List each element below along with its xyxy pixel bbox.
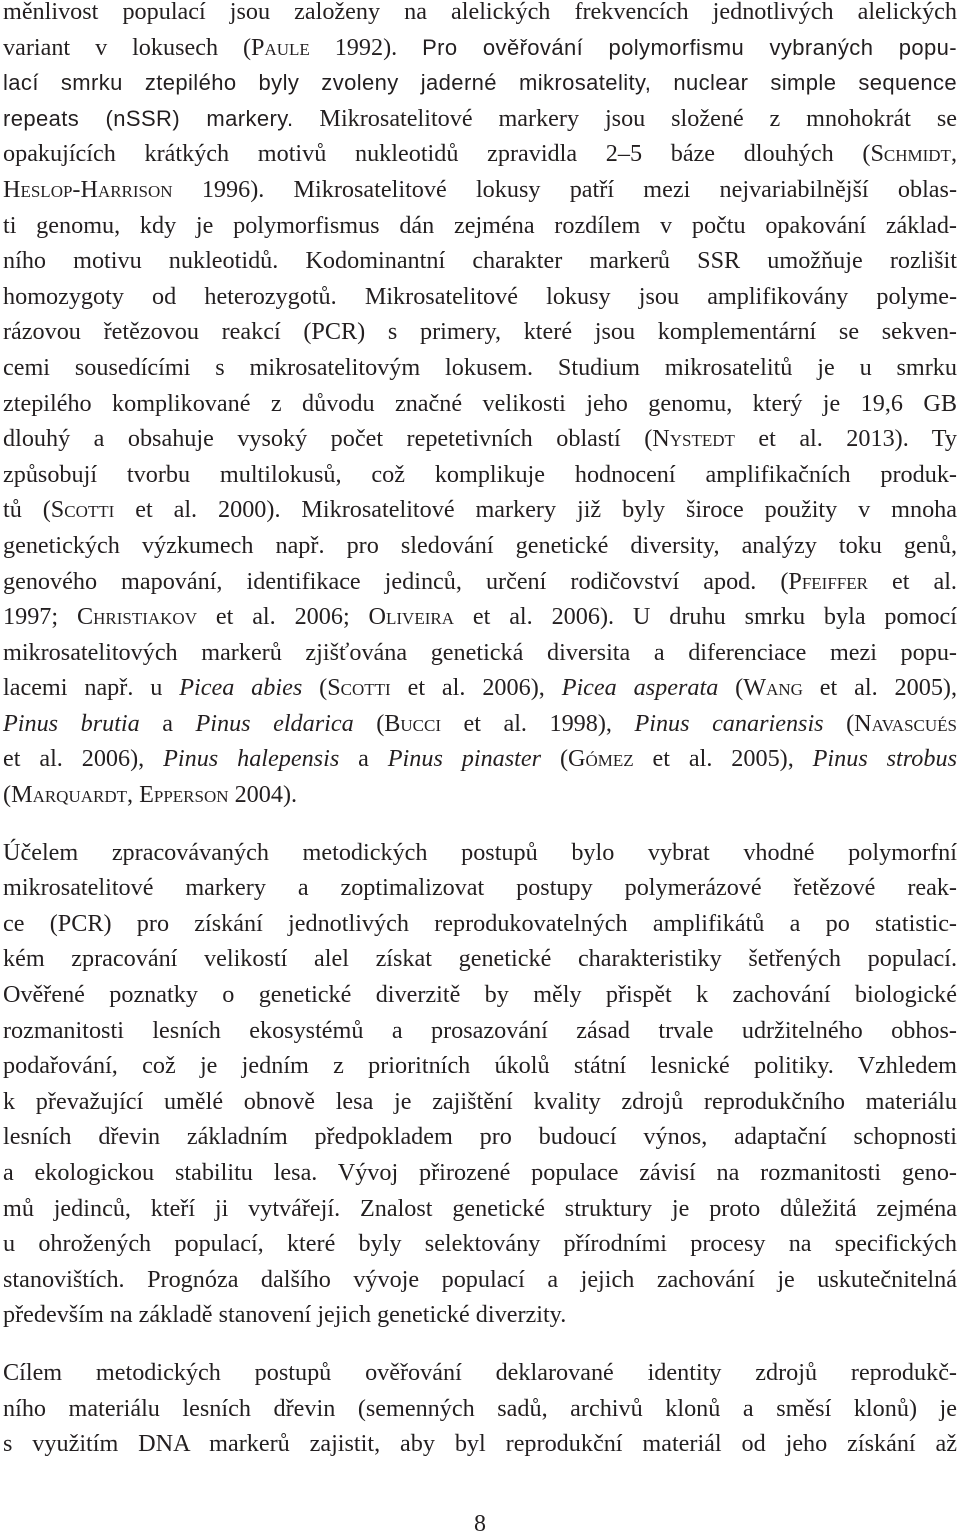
page-number: 8 xyxy=(474,1511,486,1537)
author-name: Gómez xyxy=(568,745,634,773)
text-line xyxy=(3,172,957,208)
text-run: ( xyxy=(823,709,855,737)
species-name: Pinus strobus xyxy=(812,745,957,773)
text-run: lacemi např. u xyxy=(3,674,180,702)
text-run: ( xyxy=(3,781,12,809)
text-line xyxy=(3,30,957,66)
text-run: ( xyxy=(541,745,568,773)
species-name: Pinus halepensis xyxy=(163,745,340,773)
text-run: ( xyxy=(302,674,328,702)
text-run: et al. 2000). Mikrosatelitové markery již byly široce použity v mnoha xyxy=(114,496,957,524)
text-line xyxy=(3,1191,957,1227)
text-line xyxy=(3,670,957,706)
document-body xyxy=(3,0,957,1462)
text-run: kém zpracování velikostí alel získat genetické charakteristiky šetřených populací. xyxy=(3,945,957,973)
author-name: Christiakov xyxy=(76,603,197,631)
text-run: ního materiálu lesních dřevin (semenných sadů, archivů klonů a směsí klonů) je xyxy=(3,1394,957,1422)
text-run: rozmanitosti lesních ekosystémů a prosazování zásad trvale udržitelného obhos- xyxy=(3,1016,957,1044)
author-name: Bucci xyxy=(384,709,442,737)
text-line xyxy=(3,1013,957,1049)
text-run: et al. 2005), xyxy=(633,745,813,773)
text-run: genového mapování, identifikace jedinců, určení rodičovství apod. ( xyxy=(3,567,789,595)
text-run: lací smrku ztepilého byly zvoleny jaderné mikrosatelity, nuclear simple sequence xyxy=(3,70,957,96)
text-line xyxy=(3,0,957,30)
text-line xyxy=(3,208,957,244)
text-line xyxy=(3,777,957,813)
text-line xyxy=(3,870,957,906)
text-run: Pro ověřování polymorfismu vybraných popu- xyxy=(422,34,957,60)
text-run: Cílem metodických postupů ověřování deklarované identity zdrojů reprodukč- xyxy=(3,1358,957,1386)
text-run: především na základě stanovení jejich genetické diverzity. xyxy=(3,1301,567,1329)
text-run: ztepilého komplikované z důvodu značné velikosti jeho genomu, který je 19,6 GB xyxy=(3,389,957,417)
text-line xyxy=(3,564,957,600)
text-run: opakujících krátkých motivů nukleotidů zpravidla 2–5 báze dlouhých ( xyxy=(3,140,871,168)
text-run: a xyxy=(139,709,196,737)
text-run: , xyxy=(950,140,957,168)
text-run: ( xyxy=(353,709,385,737)
text-run: 1996). Mikrosatelitové lokusy patří mezi nejvariabilnější oblas- xyxy=(172,175,957,203)
text-run: 1992). xyxy=(309,33,423,61)
author-name: Wang xyxy=(743,674,803,702)
text-run: mikrosatelitových markerů zjišťována genetická diversita a diferenciace mezi popu- xyxy=(3,638,957,666)
text-line xyxy=(3,1426,957,1462)
text-run: 1997; xyxy=(3,603,77,631)
text-run: ce (PCR) pro získání jednotlivých reprodukovatelných amplifikátů a po statistic- xyxy=(3,909,957,937)
text-line xyxy=(3,314,957,350)
text-run: Ověřené poznatky o genetické diverzitě by měly přispět k zachování biologické xyxy=(3,981,957,1009)
species-name: Pinus brutia xyxy=(3,709,140,737)
text-line xyxy=(3,635,957,671)
species-name: Pinus canariensis xyxy=(634,709,824,737)
text-run: podařování, což je jedním z prioritních úkolů státní lesnické politiky. Vzhledem xyxy=(3,1052,957,1080)
text-run: měnlivost populací jsou založeny na alelických frekvencích jednotlivých alelických xyxy=(3,0,957,25)
text-line xyxy=(3,1262,957,1298)
text-run: u ohrožených populací, které byly selektovány přírodními procesy na specifických xyxy=(3,1230,957,1258)
text-run: et al. 1998), xyxy=(441,709,635,737)
paragraph xyxy=(3,1355,957,1462)
text-line xyxy=(3,1226,957,1262)
author-name: Navascués xyxy=(854,709,957,737)
text-line xyxy=(3,599,957,635)
text-run: ního motivu nukleotidů. Kodominantní charakter markerů SSR umožňuje rozlišit xyxy=(3,247,957,275)
text-run: Účelem zpracovávaných metodických postupů bylo vybrat vhodné polymorfní xyxy=(3,838,957,866)
species-name: Pinus eldarica xyxy=(195,709,354,737)
author-name: Heslop-Harrison xyxy=(3,175,173,203)
text-run: Mikrosatelitové markery jsou složené z mnohokrát se xyxy=(293,104,958,132)
text-run: homozygoty od heterozygotů. Mikrosatelitové lokusy jsou amplifikovány polyme- xyxy=(3,282,957,310)
text-line xyxy=(3,706,957,742)
text-run: ti genomu, kdy je polymorfismus dán zejména rozdílem v počtu opakování základ- xyxy=(3,211,957,239)
text-run: et al. 2006; xyxy=(197,603,369,631)
text-line xyxy=(3,421,957,457)
author-name: Pfeiffer xyxy=(788,567,868,595)
text-run: et al. 2013). Ty xyxy=(734,425,957,453)
text-run: repeats (nSSR) markery. xyxy=(3,105,294,131)
author-name: Paule xyxy=(251,33,310,61)
text-line xyxy=(3,1048,957,1084)
text-run: , xyxy=(127,781,140,809)
text-run: dlouhý a obsahuje vysoký počet repetetivních oblastí ( xyxy=(3,425,653,453)
text-line xyxy=(3,835,957,871)
species-name: Pinus pinaster xyxy=(387,745,542,773)
text-run: et al. 2006), xyxy=(3,745,164,773)
text-line xyxy=(3,136,957,172)
text-run: ( xyxy=(718,674,744,702)
author-name: Scotti xyxy=(50,496,115,524)
text-run: 2004). xyxy=(228,781,298,809)
text-line xyxy=(3,492,957,528)
author-name: Scotti xyxy=(327,674,391,702)
text-run: stanovištích. Prognóza dalšího vývoje populací a jejich zachování je uskutečnitelná xyxy=(3,1265,957,1293)
text-line xyxy=(3,65,957,101)
text-run: et al. 2005), xyxy=(802,674,958,702)
text-line xyxy=(3,1119,957,1155)
text-line xyxy=(3,1355,957,1391)
text-run: genetických výzkumech např. pro sledování genetické diversity, analýzy toku genů, xyxy=(3,531,957,559)
text-run: et al. 2006). U druhu smrku byla pomocí xyxy=(454,603,957,631)
text-line xyxy=(3,279,957,315)
text-run: a ekologickou stabilitu lesa. Vývoj přirozené populace závisí na rozmanitosti geno- xyxy=(3,1159,957,1186)
text-line xyxy=(3,1155,957,1191)
author-name: Oliveira xyxy=(368,603,454,631)
text-run: et al. xyxy=(867,567,957,595)
text-line xyxy=(3,1391,957,1427)
text-run: s využitím DNA markerů zajistit, aby byl reprodukční materiál od jeho získání až xyxy=(3,1430,957,1458)
text-line xyxy=(3,741,957,777)
text-run: k převažující umělé obnově lesa je zajištění kvality zdrojů reprodukčního materiálu xyxy=(3,1087,957,1115)
author-name: Epperson xyxy=(139,781,229,809)
species-name: Picea abies xyxy=(179,674,303,702)
text-run: mů jedinců, kteří ji vytvářejí. Znalost genetické struktury je proto důležitá zejména xyxy=(3,1194,957,1222)
text-line xyxy=(3,941,957,977)
text-run: lesních dřevin základním předpokladem pro budoucí výnos, adaptační schopnosti xyxy=(3,1123,957,1151)
paragraph xyxy=(3,835,957,1333)
text-line xyxy=(3,977,957,1013)
text-line xyxy=(3,906,957,942)
author-name: Marquardt xyxy=(11,781,128,809)
text-line xyxy=(3,457,957,493)
text-line xyxy=(3,528,957,564)
text-line xyxy=(3,243,957,279)
paragraph xyxy=(3,0,957,813)
text-run: et al. 2006), xyxy=(390,674,562,702)
text-run: cemi sousedícími s mikrosatelitovým lokusem. Studium mikrosatelitů je u smrku xyxy=(3,353,957,381)
text-line xyxy=(3,101,957,137)
text-run: a xyxy=(339,745,388,773)
text-line xyxy=(3,1084,957,1120)
text-run: rázovou řetězovou reakcí (PCR) s primery, které jsou komplementární se sekven- xyxy=(3,318,957,346)
author-name: Schmidt xyxy=(870,140,951,168)
species-name: Picea asperata xyxy=(561,674,719,702)
text-run: tů ( xyxy=(3,496,51,524)
text-run: variant v lokusech ( xyxy=(3,33,252,61)
text-run: způsobují tvorbu multilokusů, což komplikuje hodnocení amplifikačních produk- xyxy=(3,460,957,488)
author-name: Nystedt xyxy=(652,425,735,453)
text-line xyxy=(3,386,957,422)
text-line xyxy=(3,1297,957,1333)
text-run: mikrosatelitové markery a zoptimalizovat postupy polymerázové řetězové reak- xyxy=(3,874,957,902)
text-line xyxy=(3,350,957,386)
